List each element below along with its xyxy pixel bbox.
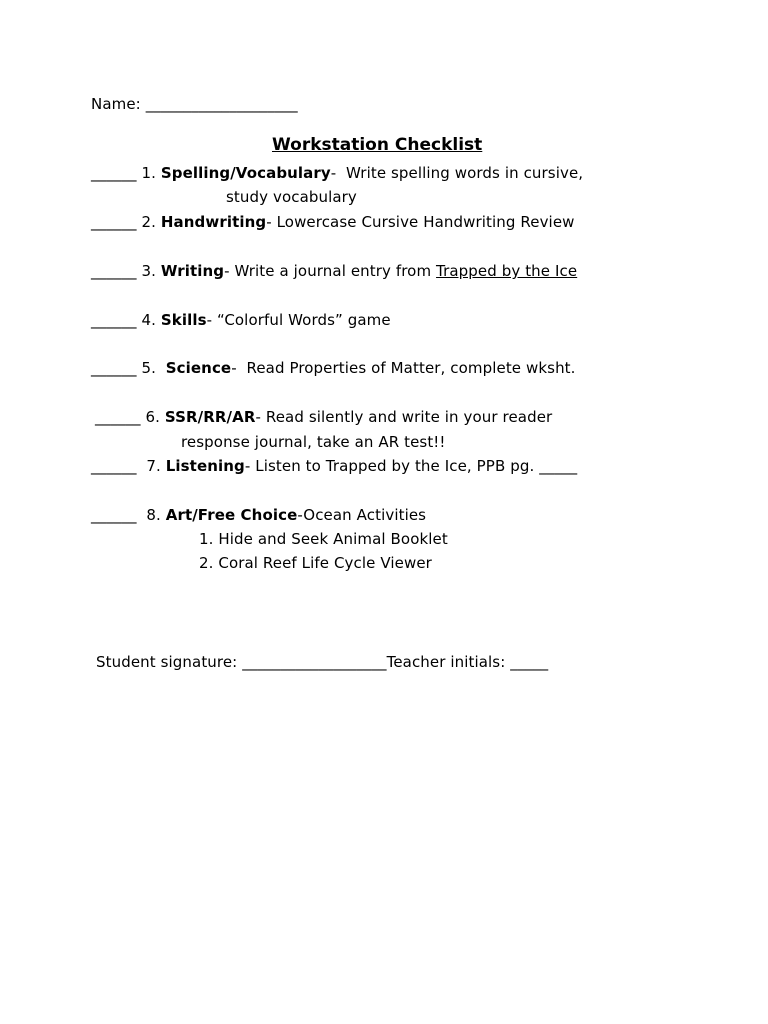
item-text: “Colorful Words” game xyxy=(217,311,391,329)
item-text: Write spelling words in cursive, xyxy=(346,164,584,182)
check-blank: ______ xyxy=(91,359,137,377)
student-signature-label: Student signature: xyxy=(96,653,238,671)
checklist-item-8 xyxy=(91,505,426,525)
student-signature-blank: ___________________ xyxy=(242,653,387,671)
item-dash: - xyxy=(244,457,251,475)
item-number: 2. xyxy=(141,213,156,231)
check-blank: ______ xyxy=(91,262,137,280)
item-topic: Writing xyxy=(160,262,225,280)
name-line xyxy=(91,94,298,114)
checklist-item-4 xyxy=(91,310,391,330)
item-number: 6. xyxy=(145,408,160,426)
name-label: Name: xyxy=(91,95,141,113)
item-text: Lowercase Cursive Handwriting Review xyxy=(276,213,575,231)
sub-item-1: 1. Hide and Seek Animal Booklet xyxy=(199,530,448,548)
item-text: Write a journal entry from xyxy=(234,262,432,280)
checklist-item-1-continuation: study vocabulary xyxy=(226,188,357,206)
item-number: 1. xyxy=(141,164,156,182)
checklist-item-1 xyxy=(91,163,583,183)
item-topic: Science xyxy=(165,359,232,377)
signature-line xyxy=(96,652,548,672)
item-dash: - xyxy=(266,213,272,231)
item-topic: Art/Free Choice xyxy=(165,506,298,524)
item-text: Ocean Activities xyxy=(303,506,427,524)
page-number-blank: _____ xyxy=(539,457,578,475)
sub-item-2: 2. Coral Reef Life Cycle Viewer xyxy=(199,554,432,572)
item-text: Listen to Trapped by the Ice, PPB pg. xyxy=(255,457,535,475)
item-number: 7. xyxy=(146,457,161,475)
item-number: 4. xyxy=(141,311,156,329)
item-dash: - xyxy=(206,311,213,329)
check-blank: ______ xyxy=(91,213,137,231)
check-blank: ______ xyxy=(91,457,137,475)
checklist-item-6-continuation: response journal, take an AR test!! xyxy=(181,433,446,451)
checklist-item-3 xyxy=(91,261,577,281)
item-text: Read silently and write in your reader xyxy=(265,408,553,426)
book-title: Trapped by the Ice xyxy=(436,262,578,280)
item-dash: - xyxy=(231,359,237,377)
check-blank: ______ xyxy=(95,408,141,426)
item-dash: - xyxy=(297,506,304,524)
item-number: 5. xyxy=(141,359,156,377)
check-blank: ______ xyxy=(91,506,137,524)
item-number: 3. xyxy=(141,262,156,280)
checklist-item-6 xyxy=(95,407,552,427)
teacher-initials-blank: _____ xyxy=(510,653,549,671)
check-blank: ______ xyxy=(91,311,137,329)
item-topic: Listening xyxy=(165,457,245,475)
item-topic: Skills xyxy=(160,311,207,329)
item-text: Read Properties of Matter, complete wksht. xyxy=(246,359,576,377)
item-dash: - xyxy=(255,408,261,426)
checklist-item-2 xyxy=(91,212,575,232)
checklist-item-7 xyxy=(91,456,577,476)
item-dash: - xyxy=(224,262,230,280)
name-blank: ____________________ xyxy=(145,95,298,113)
item-topic: Handwriting xyxy=(160,213,267,231)
checklist-item-5 xyxy=(91,358,576,378)
item-number: 8. xyxy=(146,506,161,524)
teacher-initials-label: Teacher initials: xyxy=(386,653,506,671)
item-dash: - xyxy=(330,164,337,182)
item-topic: SSR/RR/AR xyxy=(164,408,256,426)
check-blank: ______ xyxy=(91,164,137,182)
item-topic: Spelling/Vocabulary xyxy=(160,164,331,182)
page-title: Workstation Checklist xyxy=(272,135,483,155)
